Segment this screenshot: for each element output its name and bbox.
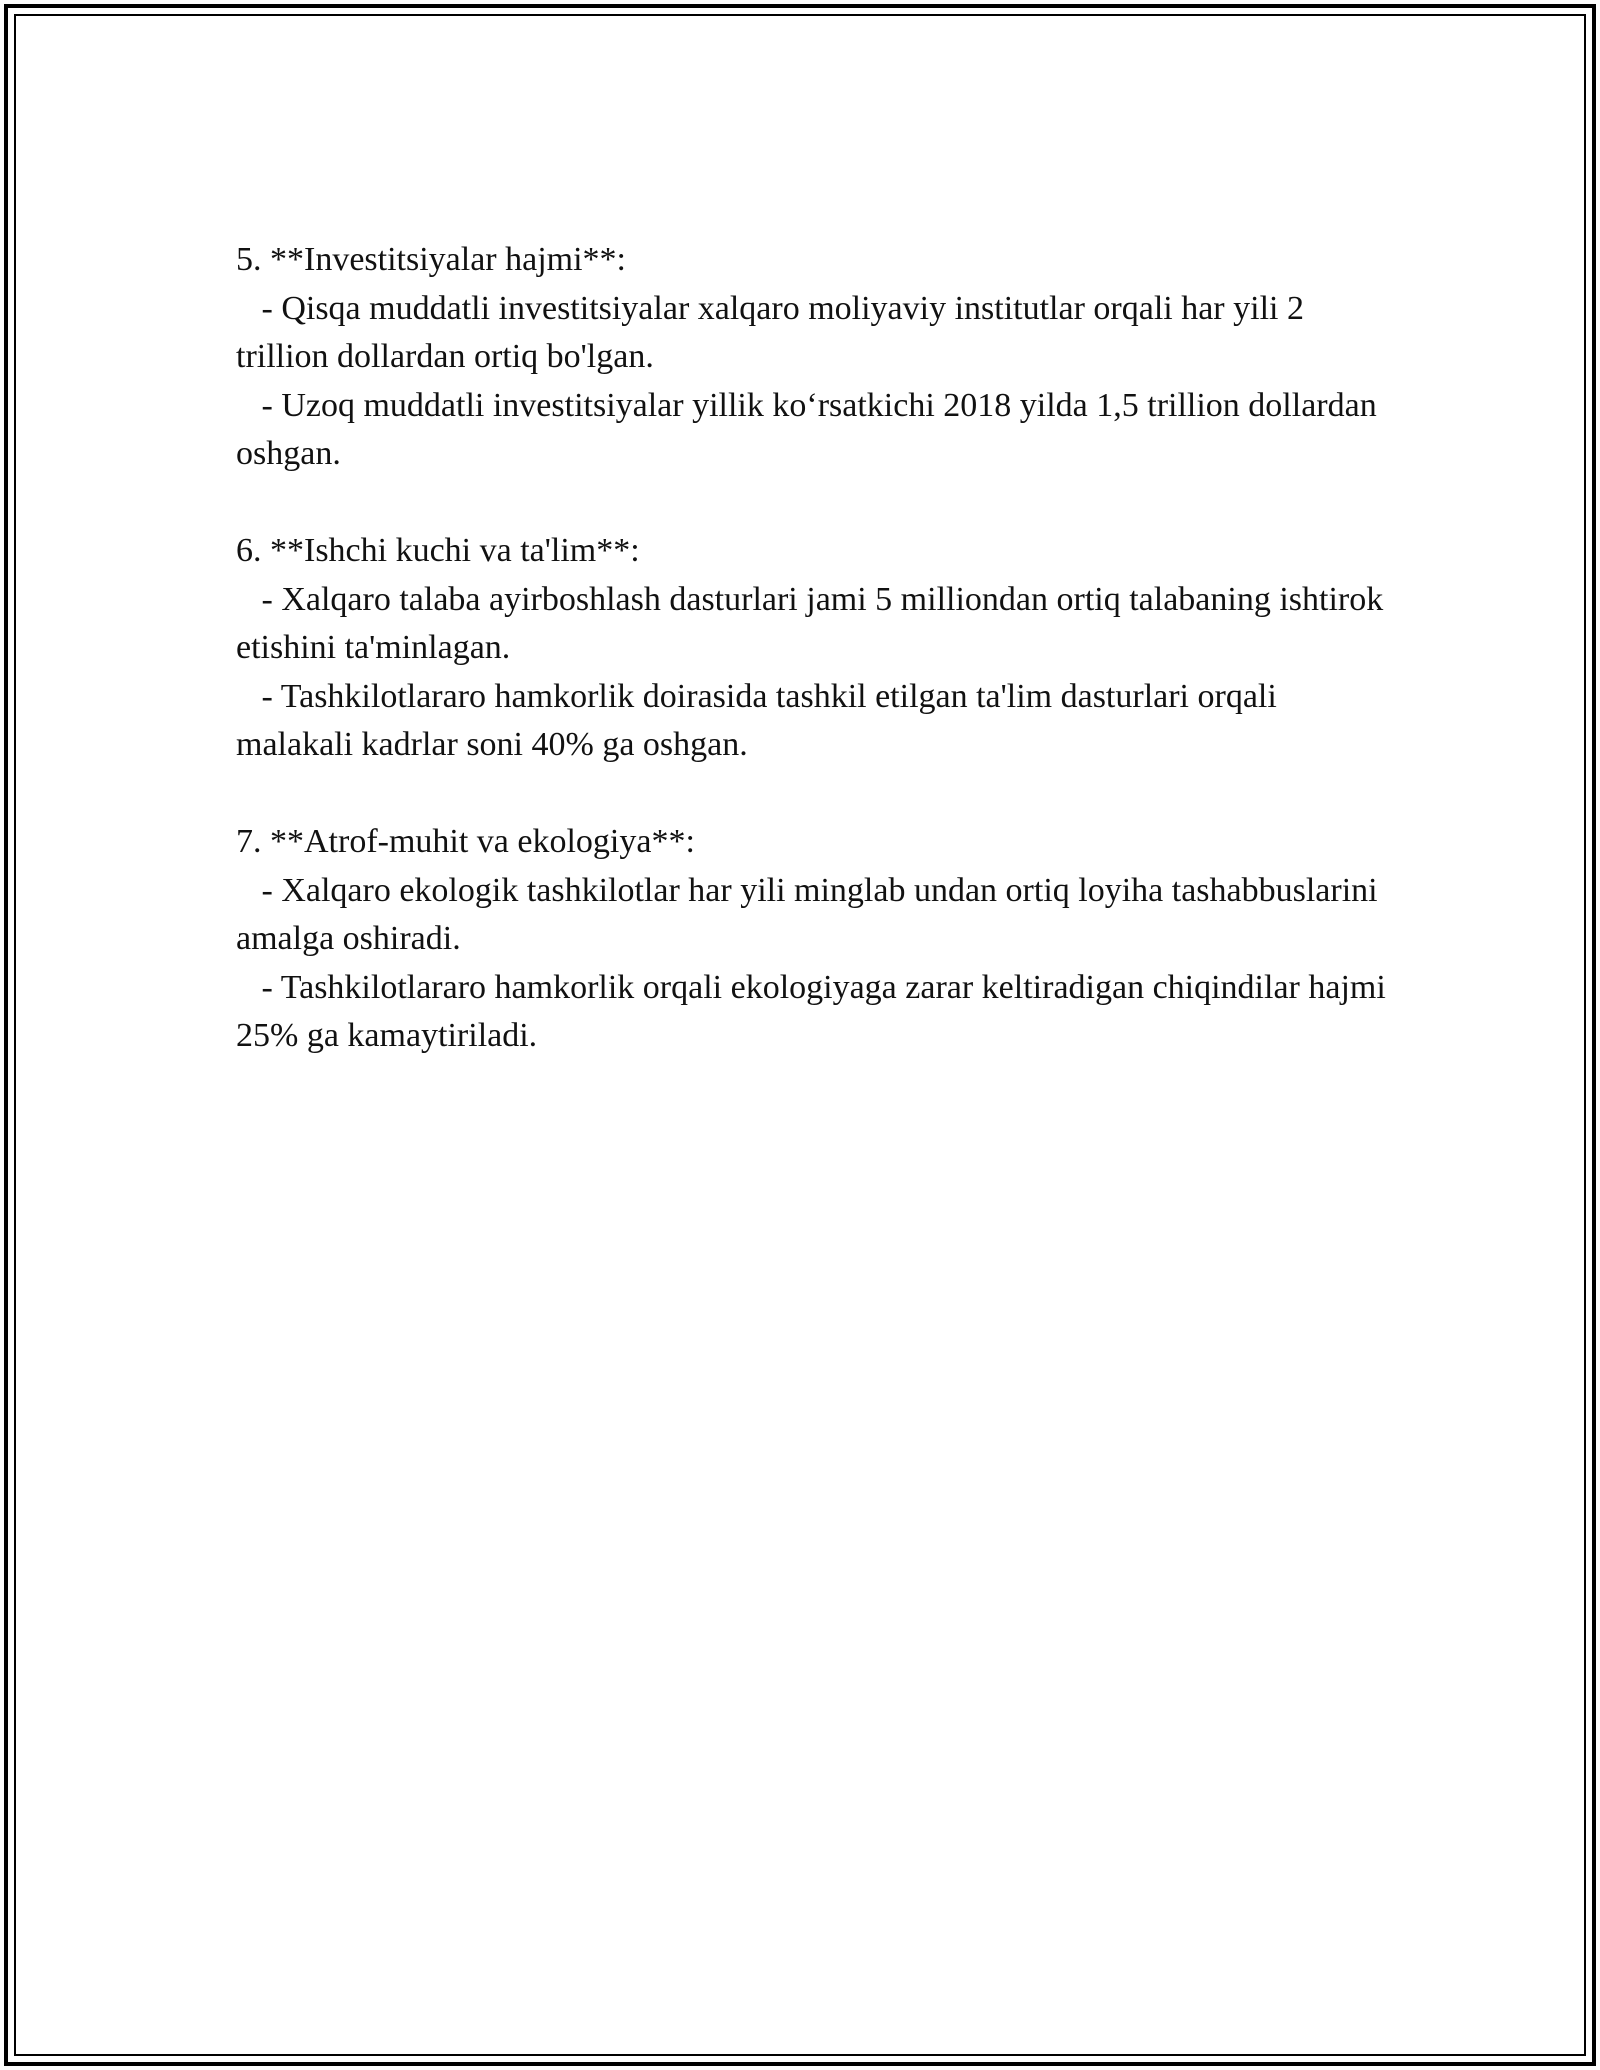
bullet-text: Tashkilotlararo hamkorlik doirasida tashkil etilgan ta'lim dasturlari orqali malakali kadrlar soni 40% ga oshgan.: [236, 677, 1277, 763]
bullet-item: [236, 382, 1396, 479]
bullet-text: Uzoq muddatli investitsiyalar yillik ko‘rsatkichi 2018 yilda 1,5 trillion dollardan oshgan.: [236, 386, 1377, 472]
bullet-marker: -: [236, 289, 282, 327]
bullet-marker: -: [236, 386, 282, 424]
bullet-marker: -: [236, 677, 281, 715]
section-environment-ecology: [236, 818, 1396, 1061]
document-body: [236, 236, 1396, 1109]
bullet-marker: -: [236, 580, 282, 618]
bullet-text: Xalqaro talaba ayirboshlash dasturlari jami 5 milliondan ortiq talabaning ishtirok etishini ta'minlagan.: [236, 580, 1384, 666]
section-heading: 5. **Investitsiyalar hajmi**:: [236, 241, 626, 278]
bullet-item: [236, 867, 1396, 964]
bullet-item: [236, 673, 1396, 770]
bullet-item: [236, 285, 1396, 382]
section-workforce-education: [236, 527, 1396, 770]
section-heading: 6. **Ishchi kuchi va ta'lim**:: [236, 532, 640, 569]
bullet-text: Qisqa muddatli investitsiyalar xalqaro moliyaviy institutlar orqali har yili 2 trillion dollardan ortiq bo'lgan.: [236, 289, 1304, 375]
bullet-marker: -: [236, 871, 282, 909]
bullet-item: [236, 576, 1396, 673]
bullet-text: Tashkilotlararo hamkorlik orqali ekologiyaga zarar keltiradigan chiqindilar hajmi 25% ga kamaytiriladi.: [236, 968, 1386, 1054]
section-investments: [236, 236, 1396, 479]
bullet-marker: -: [236, 968, 281, 1006]
section-heading: 7. **Atrof-muhit va ekologiya**:: [236, 823, 695, 860]
bullet-text: Xalqaro ekologik tashkilotlar har yili minglab undan ortiq loyiha tashabbuslarini amalga oshiradi.: [236, 871, 1378, 957]
bullet-item: [236, 964, 1396, 1061]
